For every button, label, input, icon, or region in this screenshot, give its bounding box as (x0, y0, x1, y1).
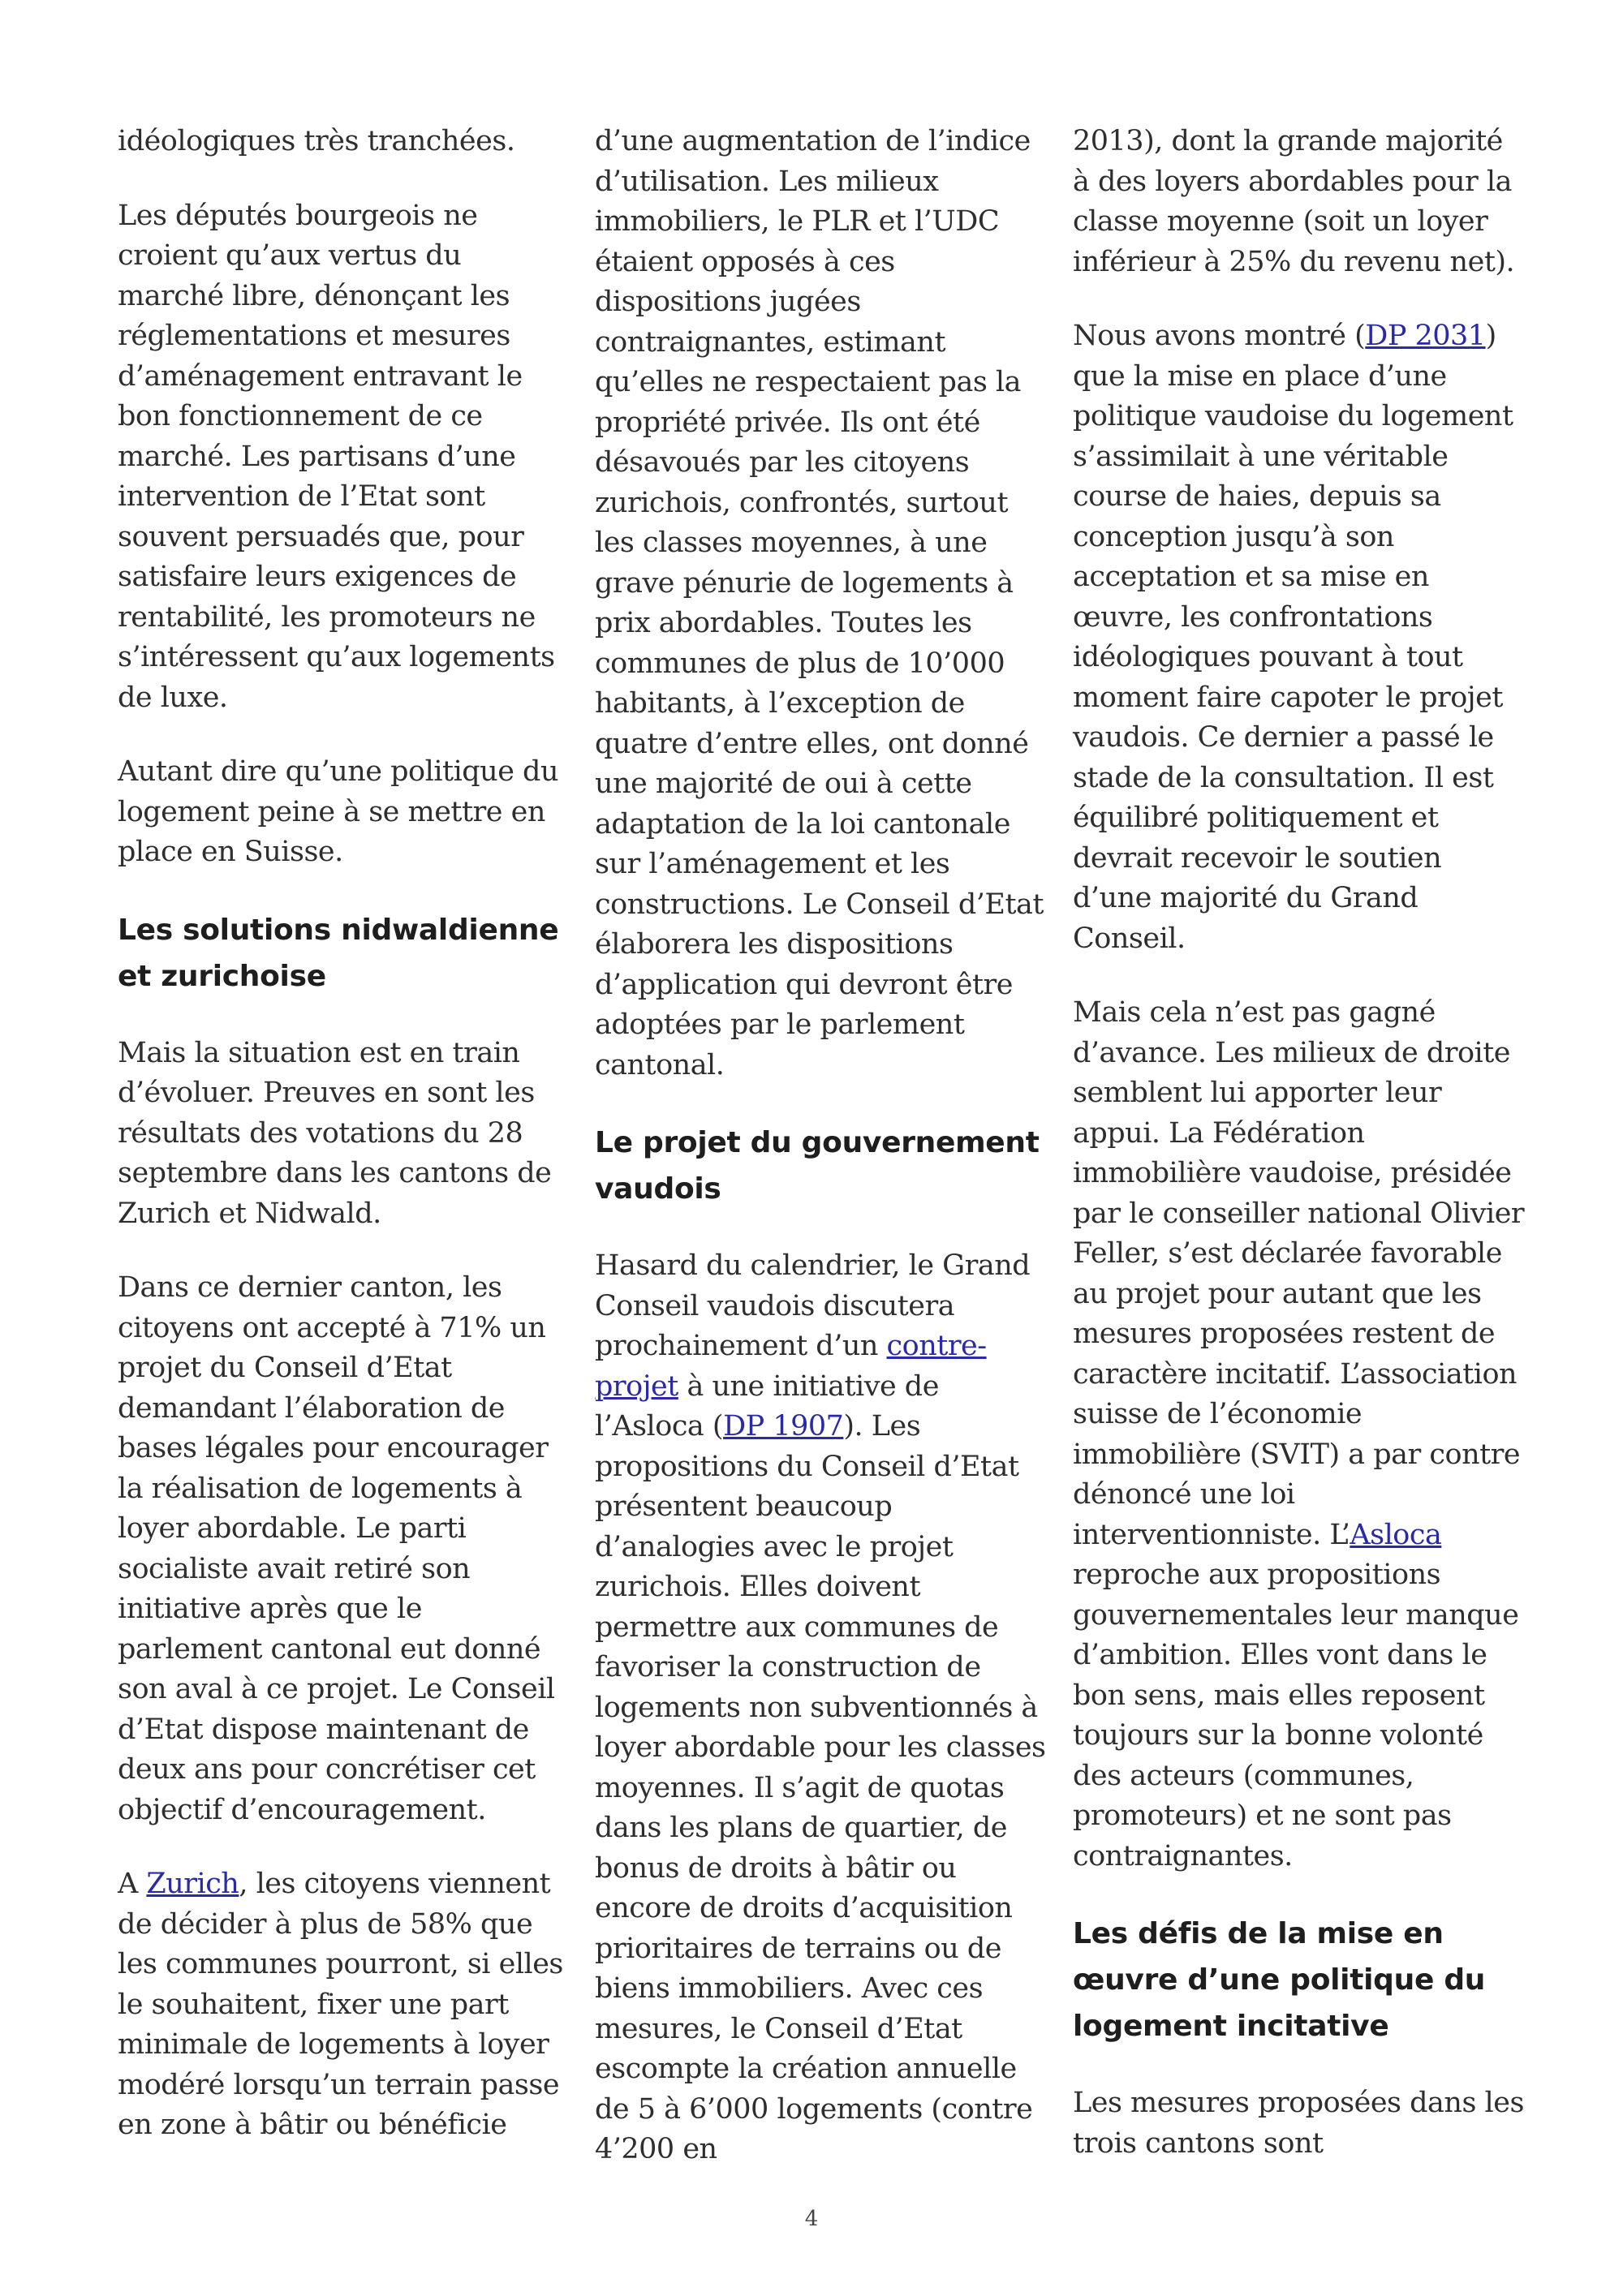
section-heading-solutions: Les solutions nidwaldienne et zurichoise (118, 913, 559, 993)
dp-1907-link[interactable]: DP 1907 (723, 1410, 844, 1443)
paragraph: Autant dire qu’une politique du logement peine à se mettre en place en Suisse. (118, 755, 558, 868)
column-1 (118, 122, 572, 2180)
section-heading-projet-vaudois: Le projet du gouvernement vaudois (595, 1126, 1040, 1206)
paragraph: Hasard du calendrier, le Grand Conseil vaudois discutera prochainement d’un contre-projet à une initiative de l’Asloca (DP 1907). Les propositions du Conseil d’Etat présentent beaucoup d’analogies avec le projet zurichois. Elles doivent permettre aux communes de favoriser la construction de logements non subventionnés à loyer abordable pour les classes moyennes. Il s’agit de quotas dans les plans de quartier, de bonus de droits à bâtir ou encore de droits d’acquisition prioritaires de terrains ou de biens immobiliers. Avec ces mesures, le Conseil d’Etat escompte la création annuelle de 5 à 6’000 logements (contre 4’200 en (595, 1249, 1046, 2165)
paragraph: d’une augmentation de l’indice d’utilisation. Les milieux immobiliers, le PLR et l’UDC étaient opposés à ces dispositions jugées contraignantes, estimant qu’elles ne respectaient pas la propriété privée. Ils ont été désavoués par les citoyens zurichois, confrontés, surtout les classes moyennes, à une grave pénurie de logements à prix abordables. Toutes les communes de plus de 10’000 habitants, à l’exception de quatre d’entre elles, ont donné une majorité de oui à cette adaptation de la loi cantonale sur l’aménagement et les constructions. Le Conseil d’Etat élaborera les dispositions d’application qui devront être adoptées par le parlement cantonal. (595, 125, 1044, 1081)
section-heading-defis: Les défis de la mise en œuvre d’une politique du logement incitative (1073, 1917, 1486, 2043)
asloca-link[interactable]: Asloca (1350, 1518, 1442, 1551)
paragraph: Les mesures proposées dans les trois cantons sont (1073, 2087, 1524, 2160)
paragraph: Les députés bourgeois ne croient qu’aux vertus du marché libre, dénonçant les réglementations et mesures d’aménagement entravant le bon fonctionnement de ce marché. Les partisans d’une intervention de l’Etat sont souvent persuadés que, pour satisfaire leurs exigences de rentabilité, les promoteurs ne s’intéressent qu’aux logements de luxe. (118, 199, 555, 714)
paragraph: Nous avons montré (DP 2031) que la mise en place d’une politique vaudoise du logement s’assimilait à une véritable course de haies, depuis sa conception jusqu’à son acceptation et sa mise en œuvre, les confrontations idéologiques pouvant à tout moment faire capoter le projet vaudois. Ce dernier a passé le stade de la consultation. Il est équilibré politiquement et devrait recevoir le soutien d’une majorité du Grand Conseil. (1073, 320, 1513, 955)
page-number: 4 (804, 2207, 819, 2231)
paragraph: Mais cela n’est pas gagné d’avance. Les milieux de droite semblent lui apporter leur appui. La Fédération immobilière vaudoise, présidée par le conseiller national Olivier Feller, s’est déclarée favorable au projet pour autant que les mesures proposées restent de caractère incitatif. L’association suisse de l’économie immobilière (SVIT) a par contre dénoncé une loi interventionniste. L’Asloca reproche aux propositions gouvernementales leur manque d’ambition. Elles vont dans le bon sens, mais elles reposent toujours sur la bonne volonté des acteurs (communes, promoteurs) et ne sont pas contraignantes. (1073, 996, 1525, 1872)
zurich-link[interactable]: Zurich (146, 1868, 239, 1900)
dp-2031-link[interactable]: DP 2031 (1365, 320, 1486, 352)
column-3 (1073, 122, 1527, 2198)
paragraph: 2013), dont la grande majorité à des loyers abordables pour la classe moyenne (soit un loyer inférieur à 25% du revenu net). (1073, 125, 1515, 278)
paragraph: Dans ce dernier canton, les citoyens ont accepté à 71% un projet du Conseil d’Etat demandant l’élaboration de bases légales pour encourager la réalisation de logements à loyer abordable. Le parti socialiste avait retiré son initiative après que le parlement cantonal eut donné son aval à ce projet. Le Conseil d’Etat dispose maintenant de deux ans pour concrétiser cet objectif d’encouragement. (118, 1271, 555, 1826)
paragraph: A Zurich, les citoyens viennent de décider à plus de 58% que les communes pourront, si elles le souhaitent, fixer une part minimale de logements à loyer modéré lorsqu’un terrain passe en zone à bâtir ou bénéficie (118, 1868, 563, 2141)
paragraph: Mais la situation est en train d’évoluer. Preuves en sont les résultats des votations du 28 septembre dans les cantons de Zurich et Nidwald. (118, 1036, 552, 1230)
column-2 (595, 122, 1049, 2204)
paragraph: idéologiques très tranchées. (118, 125, 515, 157)
contre-projet-link[interactable]: contre-projet (595, 1330, 987, 1403)
